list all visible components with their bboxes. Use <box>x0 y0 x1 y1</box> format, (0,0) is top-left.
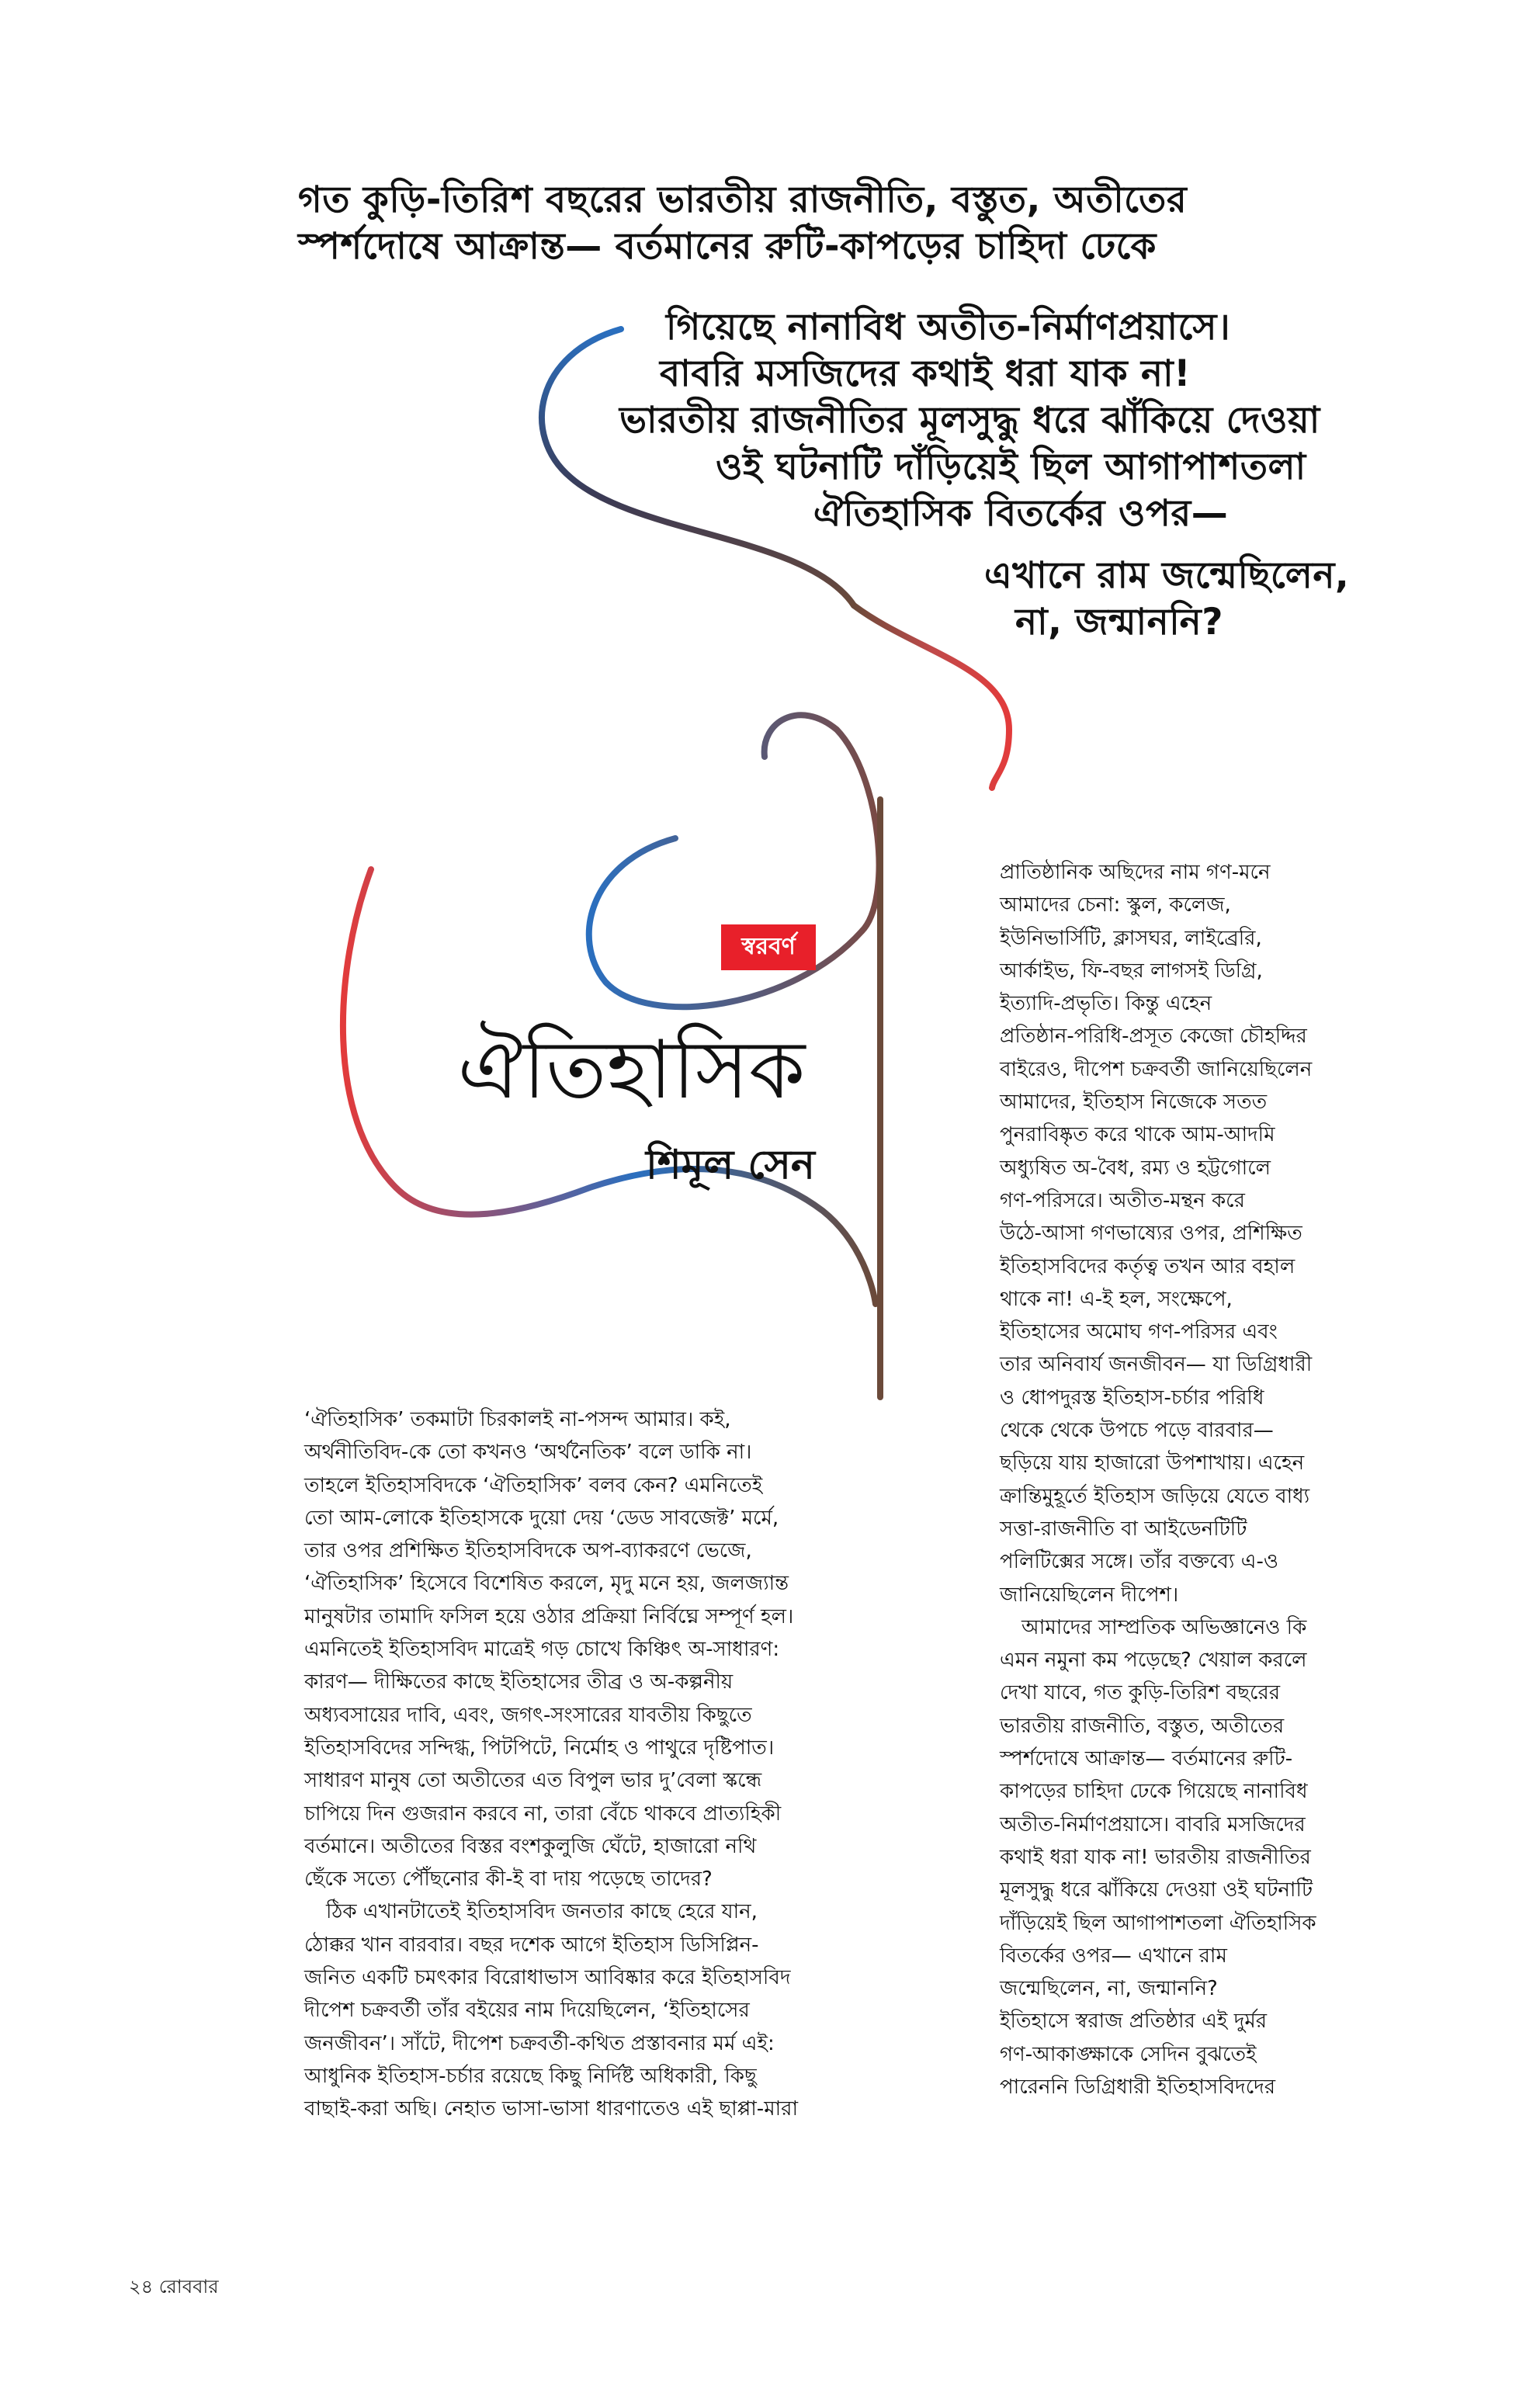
body-line: বর্তমানে। অতীতের বিস্তর বংশকুলুজি ঘেঁটে, হাজারো নথি <box>304 1834 757 1858</box>
right-column <box>1000 856 1403 2103</box>
body-line: জনজীবন’। সাঁটে, দীপেশ চক্রবর্তী-কথিত প্রস্তাবনার মর্ম এই: <box>304 2031 775 2055</box>
body-line: আমাদের সাম্প্রতিক অভিজ্ঞানেও কি <box>1021 1615 1307 1639</box>
body-line: তার ওপর প্রশিক্ষিত ইতিহাসবিদকে অপ-ব্যাকরণে ভেজে, <box>304 1539 752 1563</box>
body-line: ছেঁকে সত্যে পৌঁছনোর কী-ই বা দায় পড়েছে তাদের? <box>304 1868 713 1892</box>
body-line: অর্থনীতিবিদ-কে তো কখনও ‘অর্থনৈতিক’ বলে ডাকি না। <box>304 1441 752 1465</box>
body-line: অধ্যবসায়ের দাবি, এবং, জগৎ-সংসারের যাবতীয় কিছুতে <box>304 1703 752 1727</box>
body-line: ঠোক্কর খান বারবার। বছর দশেক আগে ইতিহাস ডিসিপ্লিন- <box>304 1933 759 1957</box>
body-line: তো আম-লোকে ইতিহাসকে দুয়ো দেয় ‘ডেড সাবজেক্ট’ মর্মে, <box>304 1506 779 1530</box>
body-line: মূলসুদ্ধু ধরে ঝাঁকিয়ে দেওয়া ওই ঘটনাটি <box>1000 1878 1313 1902</box>
body-line: এমন নমুনা কম পড়েছে? খেয়াল করলে <box>1000 1649 1307 1673</box>
body-line: প্রাতিষ্ঠানিক অছিদের নাম গণ-মনে <box>1000 861 1271 884</box>
body-line: ও ধোপদুরস্ত ইতিহাস-চর্চার পরিধি <box>1000 1386 1264 1410</box>
body-line: গণ-পরিসরে। অতীত-মন্থন করে <box>1000 1188 1245 1212</box>
pull-quote-line: না, জন্মাননি? <box>1015 601 1223 643</box>
body-line: ঠিক এখানটাতেই ইতিহাসবিদ জনতার কাছে হেরে যান, <box>326 1900 758 1924</box>
body-line: বিতর্কের ওপর— এখানে রাম <box>1000 1944 1227 1968</box>
body-line: চাপিয়ে দিন গুজরান করবে না, তারা বেঁচে থাকবে প্রাত্যহিকী <box>304 1802 782 1826</box>
body-line: অতীত-নির্মাণপ্রয়াসে। বাবরি মসজিদের <box>1000 1812 1306 1836</box>
body-line: সাধারণ মানুষ তো অতীতের এত বিপুল ভার দু’বেলা স্কন্ধে <box>304 1769 762 1793</box>
body-line: কারণ— দীক্ষিতের কাছে ইতিহাসের তীব্র ও অ-কল্পনীয় <box>304 1670 734 1694</box>
body-line: থাকে না! এ-ই হল, সংক্ষেপে, <box>1000 1287 1233 1311</box>
body-line: ক্রান্তিমুহূর্তে ইতিহাস জড়িয়ে যেতে বাধ্য <box>1000 1484 1310 1508</box>
body-line: ইতিহাসবিদের সন্দিগ্ধ, পিটপিটে, নির্মোহ ও পাথুরে দৃষ্টিপাত। <box>304 1736 775 1760</box>
pull-quote-line: এখানে রাম জন্মেছিলেন, <box>984 554 1350 597</box>
pull-quote-line: গত কুড়ি-তিরিশ বছরের ভারতীয় রাজনীতি, বস্তুত, অতীতের <box>298 179 1188 221</box>
article-title: ঐতিহাসিক <box>458 1022 806 1117</box>
body-line: ইত্যাদি-প্রভৃতি। কিন্তু এহেন <box>1000 992 1212 1016</box>
body-line: দাঁড়িয়েই ছিল আগাপাশতলা ঐতিহাসিক <box>1000 1911 1316 1935</box>
body-line: ইতিহাসবিদের কর্তৃত্ব তখন আর বহাল <box>1000 1254 1295 1278</box>
body-line: আধুনিক ইতিহাস-চর্চার রয়েছে কিছু নির্দিষ্ট অধিকারী, কিছু <box>304 2064 757 2088</box>
pull-quote-line: গিয়েছে নানাবিধ অতীত-নির্মাণপ্রয়াসে। <box>666 306 1231 349</box>
body-line: উঠে-আসা গণভাষ্যের ওপর, প্রশিক্ষিত <box>1000 1222 1302 1246</box>
body-line: জন্মেছিলেন, না, জন্মাননি? <box>1000 1977 1218 2001</box>
body-line: আমাদের, ইতিহাস নিজেকে সতত <box>1000 1091 1268 1115</box>
body-line: অধ্যুষিত অ-বৈধ, রম্য ও হট্টগোলে <box>1000 1156 1271 1180</box>
body-line: জনিত একটি চমৎকার বিরোধাভাস আবিষ্কার করে ইতিহাসবিদ <box>304 1966 791 1990</box>
left-column <box>304 1403 917 2126</box>
page-folio: ২৪ রোববার <box>129 2276 219 2298</box>
body-line: ‘ঐতিহাসিক’ তকমাটা চিরকালই না-পসন্দ আমার। কই, <box>304 1408 731 1431</box>
section-badge: স্বরবর্ণ <box>721 924 816 970</box>
body-line: কথাই ধরা যাক না! ভারতীয় রাজনীতির <box>1000 1845 1311 1869</box>
body-line: মানুষটার তামাদি ফসিল হয়ে ওঠার প্রক্রিয়া নির্বিঘ্নে সম্পূর্ণ হল। <box>304 1604 794 1628</box>
pull-quote-line: ওই ঘটনাটি দাঁড়িয়েই ছিল আগাপাশতলা <box>716 446 1306 488</box>
body-line: বাইরেও, দীপেশ চক্রবর্তী জানিয়েছিলেন <box>1000 1057 1313 1081</box>
curve-right-sweep <box>854 605 1009 788</box>
body-line: পারেননি ডিগ্রিধারী ইতিহাসবিদদের <box>1000 2075 1276 2099</box>
body-line: স্পর্শদোষে আক্রান্ত— বর্তমানের রুটি- <box>1000 1747 1293 1771</box>
pull-quote-line: স্পর্শদোষে আক্রান্ত— বর্তমানের রুটি-কাপড়ের চাহিদা ঢেকে <box>298 225 1157 268</box>
body-line: আমাদের চেনা: স্কুল, কলেজ, <box>1000 893 1231 917</box>
body-line: পলিটিক্সের সঙ্গে। তাঁর বক্তব্যে এ-ও <box>1000 1550 1278 1574</box>
body-line: ইতিহাসে স্বরাজ প্রতিষ্ঠার এই দুর্মর <box>1000 2010 1268 2034</box>
body-line: ইউনিভার্সিটি, ক্লাসঘর, লাইব্রেরি, <box>1000 926 1262 950</box>
body-line: এমনিতেই ইতিহাসবিদ মাত্রেই গড় চোখে কিঞ্চিৎ অ-সাধারণ: <box>304 1638 780 1662</box>
pull-quote-line: ভারতীয় রাজনীতির মূলসুদ্ধু ধরে ঝাঁকিয়ে দেওয়া <box>619 399 1320 442</box>
body-line: দীপেশ চক্রবর্তী তাঁর বইয়ের নাম দিয়েছিলেন, ‘ইতিহাসের <box>304 1999 750 2023</box>
body-line: সত্তা-রাজনীতি বা আইডেনটিটি <box>1000 1517 1247 1541</box>
body-line: তাহলে ইতিহাসবিদকে ‘ঐতিহাসিক’ বলব কেন? এমনিতেই <box>304 1473 763 1497</box>
body-line: থেকে থেকে উপচে পড়ে বারবার— <box>1000 1419 1274 1443</box>
body-line: ইতিহাসের অমোঘ গণ-পরিসর এবং <box>1000 1320 1278 1344</box>
body-line: কাপড়ের চাহিদা ঢেকে গিয়েছে নানাবিধ <box>1000 1780 1308 1804</box>
pull-quote-line: বাবরি মসজিদের কথাই ধরা যাক না! <box>660 352 1191 395</box>
body-line: আর্কাইভ, ফি-বছর লাগসই ডিগ্রি, <box>1000 959 1263 983</box>
body-line: গণ-আকাঙ্ক্ষাকে সেদিন বুঝতেই <box>1000 2042 1257 2066</box>
body-line: পুনরাবিষ্কৃত করে থাকে আম-আদমি <box>1000 1123 1275 1147</box>
body-line: তার অনিবার্য জনজীবন— যা ডিগ্রিধারী <box>1000 1353 1313 1377</box>
body-line: ভারতীয় রাজনীতি, বস্তুত, অতীতের <box>1000 1714 1285 1738</box>
body-line: বাছাই-করা অছি। নেহাত ভাসা-ভাসা ধারণাতেও এই ছাপ্পা-মারা <box>304 2097 799 2121</box>
body-line: ‘ঐতিহাসিক’ হিসেবে বিশেষিত করলে, মৃদু মনে হয়, জলজ্যান্ত <box>304 1572 789 1596</box>
body-line: প্রতিষ্ঠান-পরিধি-প্রসূত কেজো চৌহদ্দির <box>1000 1025 1307 1049</box>
body-line: জানিয়েছিলেন দীপেশ। <box>1000 1583 1179 1607</box>
pull-quote-line: ঐতিহাসিক বিতর্কের ওপর— <box>813 492 1229 535</box>
body-line: দেখা যাবে, গত কুড়ি-তিরিশ বছরের <box>1000 1681 1281 1705</box>
author-name: শিমূল সেন <box>646 1142 815 1188</box>
body-line: ছড়িয়ে যায় হাজারো উপশাখায়। এহেন <box>1000 1451 1305 1476</box>
